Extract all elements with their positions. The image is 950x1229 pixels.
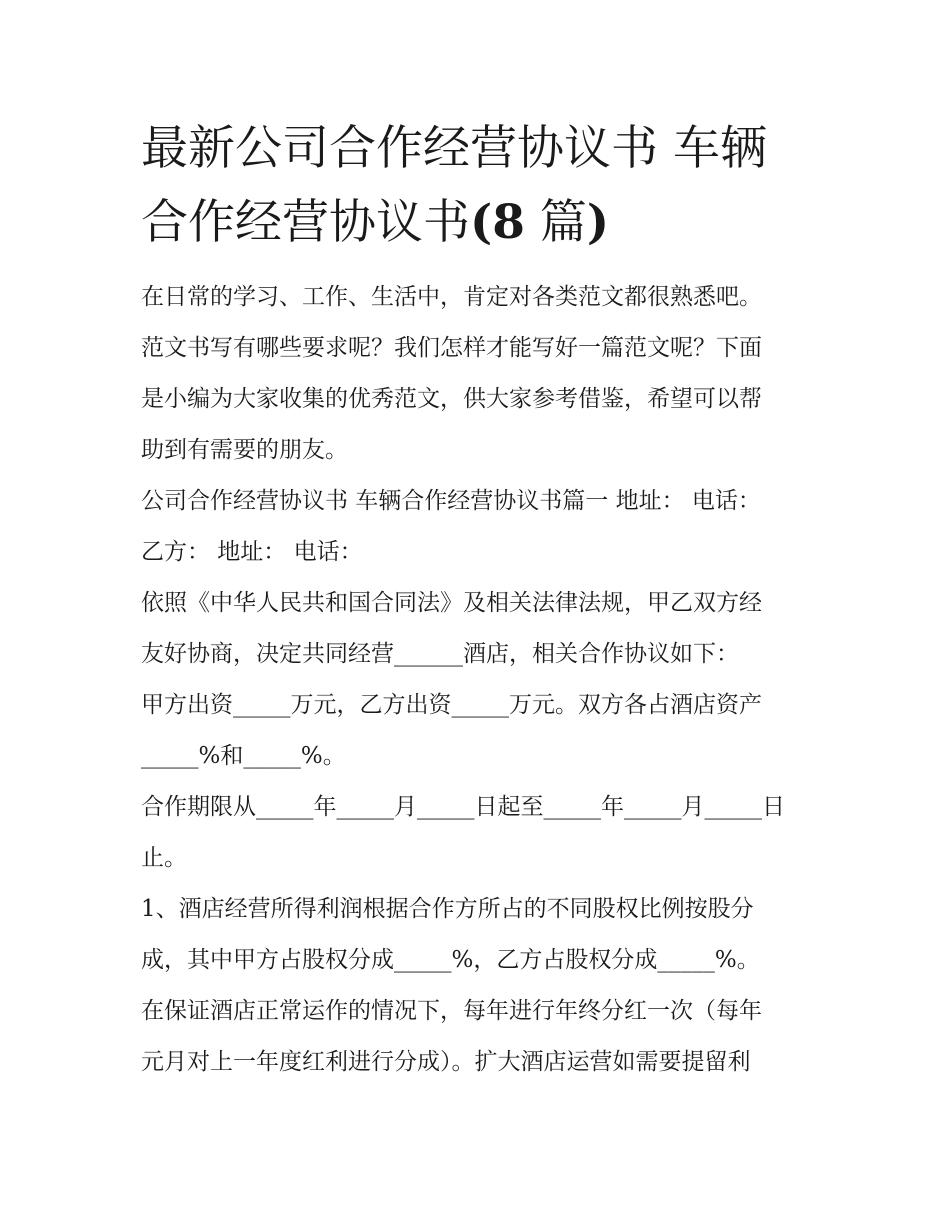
title-count-number: (8 bbox=[470, 195, 525, 250]
text-line: 在日常的学习、工作、生活中，肯定对各类范文都很熟悉吧。 bbox=[141, 284, 762, 310]
title-closing-paren: ) bbox=[586, 195, 610, 250]
term-paragraph bbox=[141, 782, 821, 884]
text-line: 助到有需要的朋友。 bbox=[141, 437, 348, 463]
text-line: 成，其中甲方占股权分成_____%，乙方占股权分成_____%。 bbox=[141, 947, 760, 973]
clause-1-paragraph bbox=[141, 884, 821, 1088]
investment-paragraph bbox=[141, 680, 821, 782]
intro-paragraph bbox=[141, 272, 821, 476]
text-line: 范文书写有哪些要求呢？我们怎样才能写好一篇范文呢？下面 bbox=[141, 335, 762, 361]
title-line-2 bbox=[141, 186, 821, 260]
title-line-1: 最新公司合作经营协议书 车辆 bbox=[141, 121, 767, 176]
text-line: _____%和_____%。 bbox=[141, 743, 346, 769]
preamble-paragraph bbox=[141, 578, 821, 680]
document-body bbox=[141, 112, 821, 1088]
document-title bbox=[141, 112, 821, 260]
text-line: 甲方出资_____万元，乙方出资_____万元。双方各占酒店资产 bbox=[141, 692, 762, 718]
text-line: 友好协商，决定共同经营______酒店，相关合作协议如下： bbox=[141, 641, 739, 667]
text-line: 是小编为大家收集的优秀范文，供大家参考借鉴，希望可以帮 bbox=[141, 386, 762, 412]
parties-paragraph bbox=[141, 476, 821, 578]
text-line: 依照《中华人民共和国合同法》及相关法律法规，甲乙双方经 bbox=[141, 590, 762, 616]
text-line: 合作期限从_____年_____月_____日起至_____年_____月_____日 bbox=[141, 794, 785, 820]
title-count-unit: 篇 bbox=[524, 195, 587, 250]
title-line-2-prefix: 合作经营协议书 bbox=[141, 195, 470, 250]
text-line: 元月对上一年度红利进行分成）。扩大酒店运营如需要提留利 bbox=[141, 1049, 751, 1075]
text-line: 在保证酒店正常运作的情况下，每年进行年终分红一次（每年 bbox=[141, 998, 762, 1024]
text-line: 乙方： 地址： 电话： bbox=[141, 539, 363, 565]
text-line: 公司合作经营协议书 车辆合作经营协议书篇一 地址： 电话： bbox=[141, 488, 761, 514]
text-line: 1、酒店经营所得利润根据合作方所占的不同股权比例按股分 bbox=[141, 896, 754, 922]
text-line: 止。 bbox=[141, 845, 187, 871]
